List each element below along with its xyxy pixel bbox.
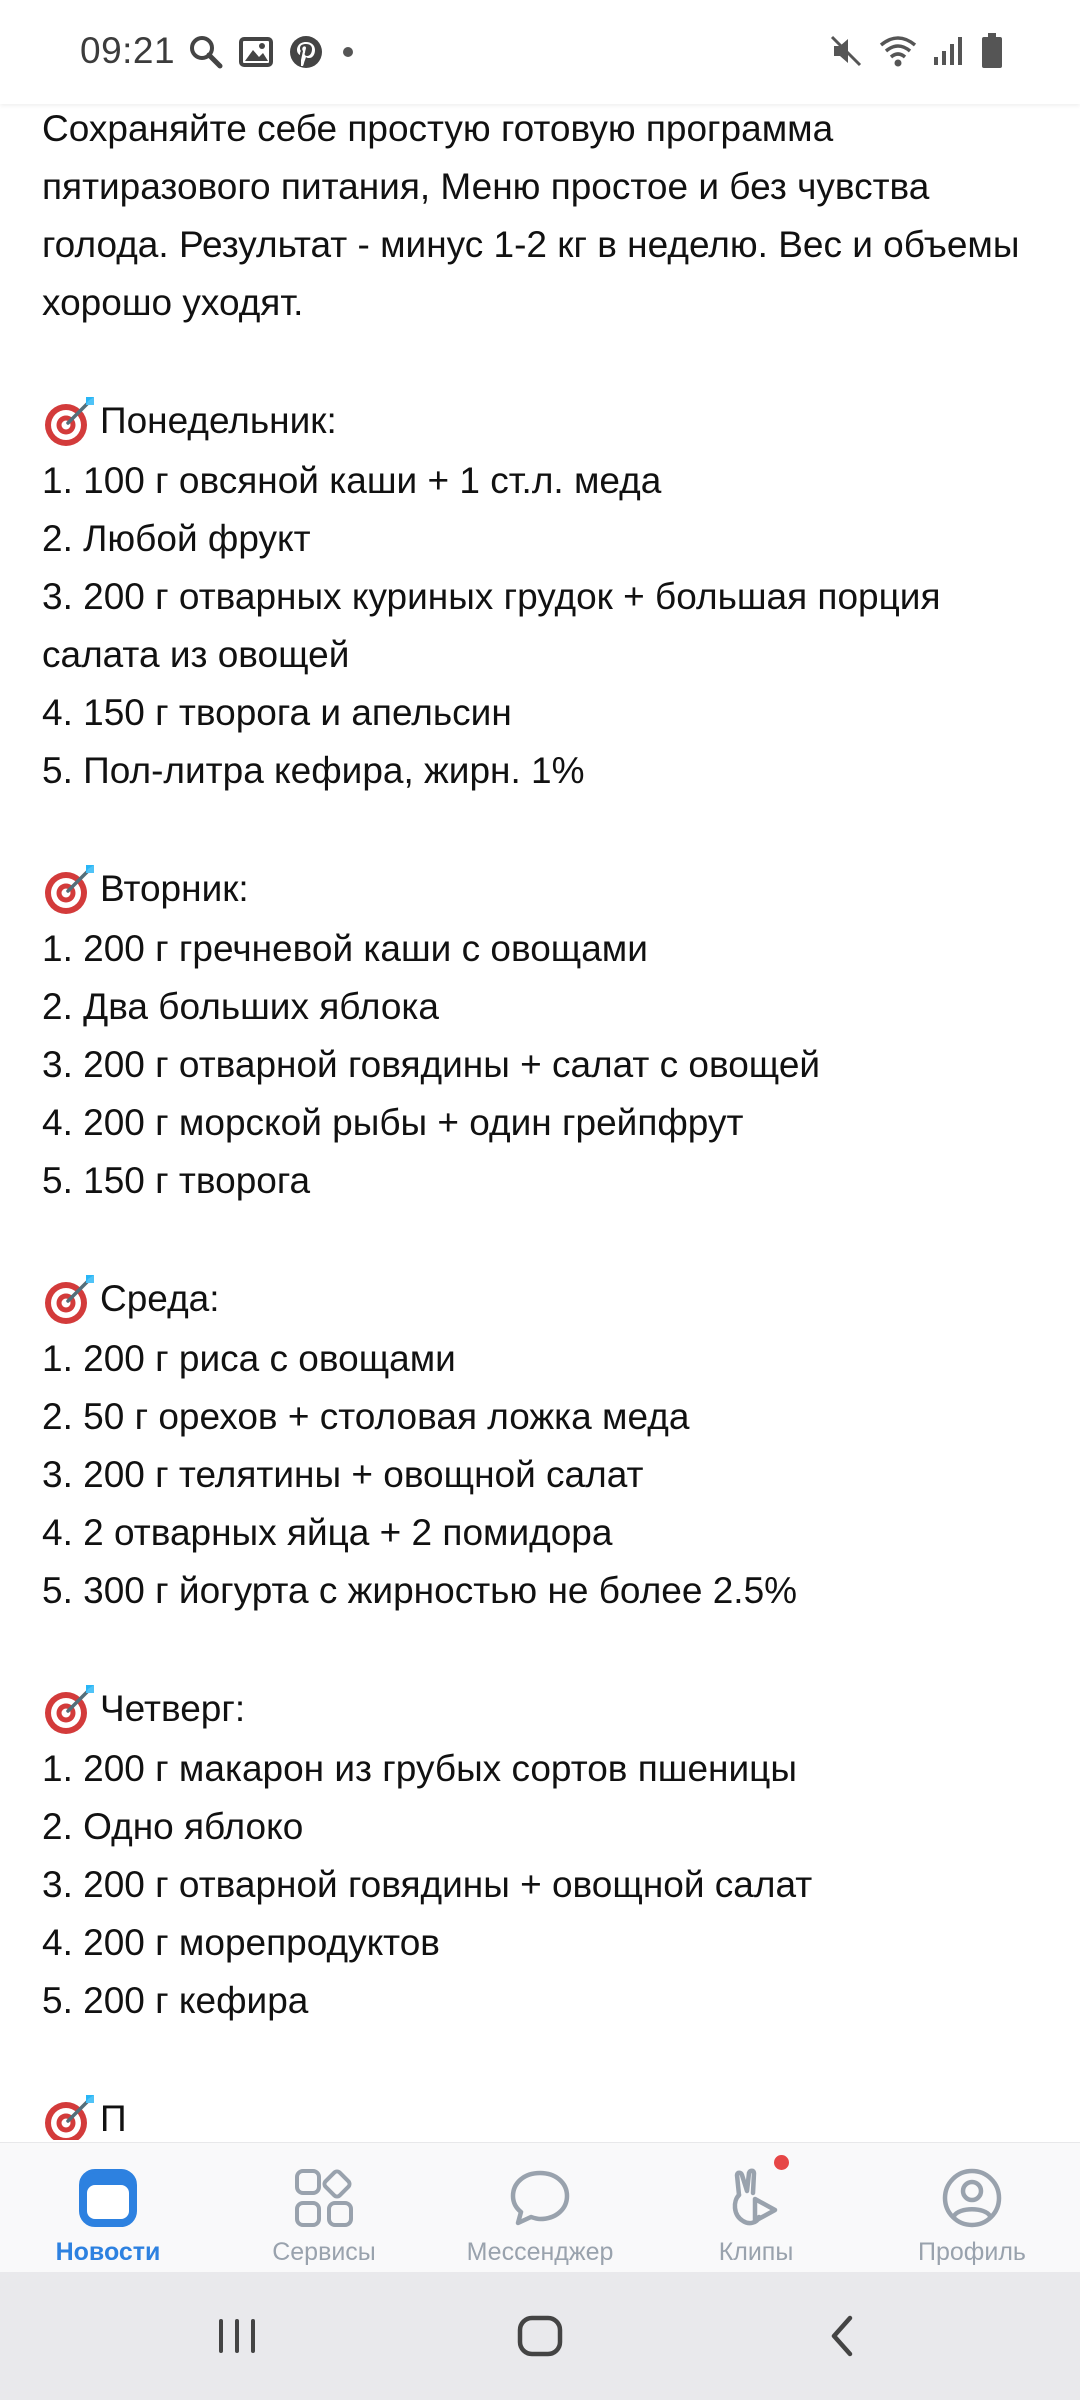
pinterest-icon — [288, 34, 324, 70]
meal-item: 1. 200 г макарон из грубых сортов пшеницы — [42, 1748, 797, 1789]
meal-item: 4. 200 г морепродуктов — [42, 1922, 440, 1963]
meal-item: 2. Одно яблоко — [42, 1806, 304, 1847]
notification-badge — [774, 2155, 789, 2170]
meal-item: 3. 200 г отварных куриных грудок + большая порция салата из овощей — [42, 576, 941, 675]
meal-item: 5. 200 г кефира — [42, 1980, 309, 2021]
nav-label: Мессенджер — [466, 2238, 614, 2266]
mute-icon — [828, 33, 864, 69]
meal-item: 5. 150 г творога — [42, 1160, 311, 1201]
day-header — [42, 390, 1042, 452]
nav-item-profile[interactable] — [864, 2143, 1080, 2273]
profile-icon — [939, 2165, 1005, 2231]
day-header — [42, 1678, 1042, 1740]
meal-item: 3. 200 г отварной говядины + салат с овощей — [42, 1044, 821, 1085]
day-block — [42, 1678, 1042, 2030]
nav-label: Клипы — [718, 2238, 794, 2266]
battery-icon — [980, 32, 1004, 70]
wifi-icon — [878, 33, 918, 69]
status-right-icons — [828, 32, 1004, 70]
day-title: Среда: — [100, 1278, 220, 1319]
nav-label: Сервисы — [272, 2238, 376, 2266]
status-time: 09:21 — [80, 30, 176, 71]
nav-item-messenger[interactable] — [432, 2143, 648, 2273]
search-icon — [188, 34, 224, 70]
direct-hit-icon — [42, 861, 98, 917]
home-icon[interactable] — [508, 2306, 572, 2366]
meal-item: 1. 100 г овсяной каши + 1 ст.л. меда — [42, 460, 662, 501]
nav-label: Профиль — [918, 2238, 1026, 2266]
notification-dot-icon — [338, 34, 358, 70]
status-bar — [0, 0, 1080, 104]
day-header — [42, 1268, 1042, 1330]
day-block — [42, 390, 1042, 800]
day-title: Вторник: — [100, 868, 249, 909]
days-container — [42, 390, 1042, 2140]
day-block — [42, 2088, 1042, 2140]
clips-icon — [723, 2165, 789, 2231]
nav-label: Новости — [55, 2238, 161, 2266]
meal-item: 4. 2 отварных яйца + 2 помидора — [42, 1512, 613, 1553]
day-title: П — [100, 2098, 127, 2139]
meal-item: 1. 200 г гречневой каши с овощами — [42, 928, 648, 969]
meal-item: 4. 200 г морской рыбы + один грейпфрут — [42, 1102, 744, 1143]
recents-icon[interactable] — [212, 2306, 262, 2366]
system-nav-bar — [0, 2272, 1080, 2400]
status-left-icons — [188, 34, 358, 70]
bottom-nav — [0, 2142, 1080, 2273]
services-icon — [291, 2165, 357, 2231]
direct-hit-icon — [42, 1271, 98, 1327]
nav-item-news[interactable] — [0, 2143, 216, 2273]
meal-item: 5. Пол-литра кефира, жирн. 1% — [42, 750, 585, 791]
meal-item: 2. Два больших яблока — [42, 986, 439, 1027]
meal-list — [42, 1740, 1042, 2030]
meal-list — [42, 452, 1042, 800]
direct-hit-icon — [42, 2091, 98, 2140]
meal-list — [42, 1330, 1042, 1620]
meal-list — [42, 920, 1042, 1210]
direct-hit-icon — [42, 1681, 98, 1737]
meal-item: 4. 150 г творога и апельсин — [42, 692, 512, 733]
day-header — [42, 2088, 1042, 2140]
day-block — [42, 1268, 1042, 1620]
meal-item: 5. 300 г йогурта с жирностью не более 2.5% — [42, 1570, 798, 1611]
gallery-icon — [238, 34, 274, 70]
day-title: Понедельник: — [100, 400, 337, 441]
back-icon[interactable] — [818, 2306, 868, 2366]
day-title: Четверг: — [100, 1688, 246, 1729]
news-icon — [75, 2165, 141, 2231]
direct-hit-icon — [42, 393, 98, 449]
messenger-icon — [507, 2165, 573, 2231]
nav-item-services[interactable] — [216, 2143, 432, 2273]
post-content — [42, 100, 1042, 2140]
meal-item: 3. 200 г отварной говядины + овощной салат — [42, 1864, 813, 1905]
meal-item: 3. 200 г телятины + овощной салат — [42, 1454, 644, 1495]
meal-item: 1. 200 г риса с овощами — [42, 1338, 456, 1379]
post-intro: Сохраняйте себе простую готовую программа пятиразового питания, Меню простое и без чувства голода. Результат - минус 1-2 кг в неделю. Вес и объемы хорошо уходят. — [42, 108, 1030, 323]
signal-icon — [932, 33, 966, 69]
day-block — [42, 858, 1042, 1210]
meal-item: 2. 50 г орехов + столовая ложка меда — [42, 1396, 690, 1437]
nav-item-clips[interactable] — [648, 2143, 864, 2273]
day-header — [42, 858, 1042, 920]
meal-item: 2. Любой фрукт — [42, 518, 311, 559]
